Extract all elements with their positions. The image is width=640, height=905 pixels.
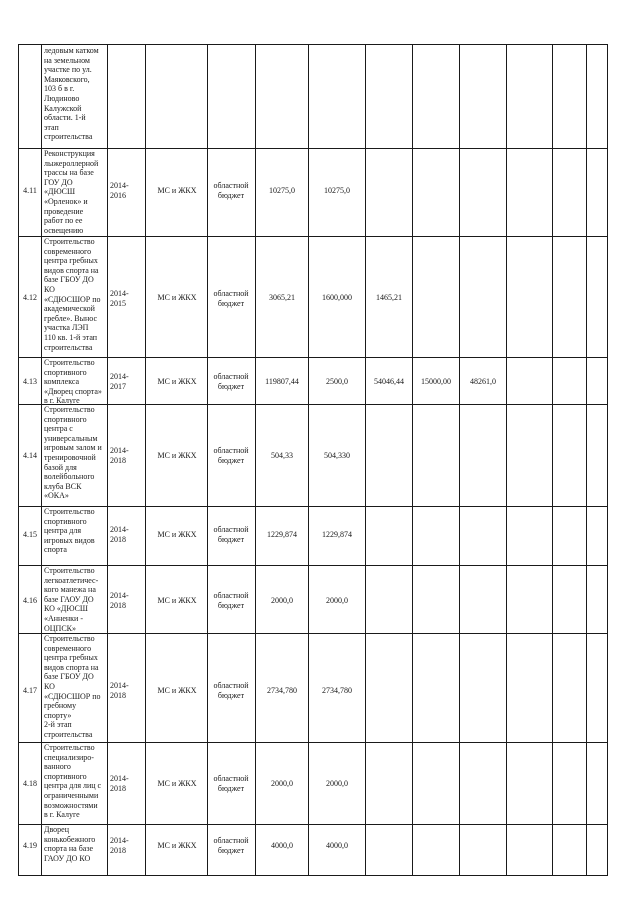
row-description: Строительство спортивного центра для игровых видов спорта	[44, 507, 95, 555]
row-period: 2014- 2016	[110, 181, 129, 200]
row-value-2014: 10275,0	[324, 186, 350, 195]
row-funding-source: областной бюджет	[213, 774, 249, 793]
column-divider	[607, 44, 608, 876]
row-value-total: 119807,44	[265, 377, 299, 386]
row-number: 4.15	[23, 530, 37, 539]
row-period: 2014- 2018	[110, 836, 129, 855]
row-number: 4.14	[23, 451, 37, 460]
row-value-2014: 2500,0	[326, 377, 348, 386]
row-funding-source: областной бюджет	[213, 836, 249, 855]
row-value-total: 1229,874	[267, 530, 297, 539]
row-funding-source: областной бюджет	[213, 446, 249, 465]
row-description: Строительство современного центра гребных видов спорта на базе ГБОУ ДО КО «СДЮСШОР по академической гребле». Вынос участка ЛЭП 110 кв. 1-й этап строительства	[44, 237, 101, 352]
row-value-2014: 4000,0	[326, 841, 348, 850]
row-value-2015: 54046,44	[374, 377, 404, 386]
row-funding-source: областной бюджет	[213, 289, 249, 308]
row-value-2016: 15000,00	[421, 377, 451, 386]
row-value-2014: 2734,780	[322, 686, 352, 695]
row-executor: МС и ЖКХ	[157, 530, 197, 539]
row-number: 4.18	[23, 779, 37, 788]
column-divider	[552, 44, 553, 876]
row-description: Реконструкция лыжероллерной трассы на базе ГОУ ДО «ДЮСШ «Орленок» и проведение работ по ее освещению	[44, 149, 99, 235]
row-number: 4.11	[23, 186, 37, 195]
column-divider	[586, 44, 587, 876]
row-number: 4.12	[23, 293, 37, 302]
row-value-2014: 504,330	[324, 451, 350, 460]
row-value-2017: 48261,0	[470, 377, 496, 386]
row-description: Строительство специализиро- ванного спортивного центра для лиц с ограниченными возможностями в г. Калуге	[44, 743, 102, 820]
row-executor: МС и ЖКХ	[157, 596, 197, 605]
row-period: 2014- 2018	[110, 446, 129, 465]
row-number: 4.19	[23, 841, 37, 850]
row-funding-source: областной бюджет	[213, 681, 249, 700]
column-divider	[459, 44, 460, 876]
column-divider	[365, 44, 366, 876]
row-description: Дворец конькобежного спорта на базе ГАОУ ДО КО	[44, 825, 96, 863]
row-description: Строительство современного центра гребных видов спорта на базе ГБОУ ДО КО «СДЮСШОР по гребному спорту» 2-й этап строительства	[44, 634, 101, 739]
row-period: 2014- 2018	[110, 681, 129, 700]
row-number: 4.17	[23, 686, 37, 695]
column-divider	[107, 44, 108, 876]
row-executor: МС и ЖКХ	[157, 779, 197, 788]
row-executor: МС и ЖКХ	[157, 186, 197, 195]
row-description: Строительство спортивного комплекса «Дворец спорта» в г. Калуге	[44, 358, 102, 406]
row-value-total: 3065,21	[269, 293, 295, 302]
column-divider	[412, 44, 413, 876]
row-executor: МС и ЖКХ	[157, 841, 197, 850]
column-divider	[255, 44, 256, 876]
row-funding-source: областной бюджет	[213, 372, 249, 391]
row-value-total: 2734,780	[267, 686, 297, 695]
row-period: 2014- 2018	[110, 591, 129, 610]
row-executor: МС и ЖКХ	[157, 451, 197, 460]
row-period: 2014- 2015	[110, 289, 129, 308]
column-divider	[308, 44, 309, 876]
row-executor: МС и ЖКХ	[157, 686, 197, 695]
row-executor: МС и ЖКХ	[157, 293, 197, 302]
row-value-2015: 1465,21	[376, 293, 402, 302]
row-funding-source: областной бюджет	[213, 591, 249, 610]
row-period: 2014- 2017	[110, 372, 129, 391]
row-value-total: 504,33	[271, 451, 293, 460]
row-period: 2014- 2018	[110, 525, 129, 544]
column-divider	[506, 44, 507, 876]
column-divider	[145, 44, 146, 876]
row-value-2014: 1229,874	[322, 530, 352, 539]
row-value-2014: 1600,000	[322, 293, 352, 302]
row-executor: МС и ЖКХ	[157, 377, 197, 386]
row-value-2014: 2000,0	[326, 596, 348, 605]
column-divider	[41, 44, 42, 876]
row-description: Строительство легкоатлетичес- кого манежа на базе ГАОУ ДО КО «ДЮСШ «Анненки - ОЦПСК»	[44, 566, 99, 633]
row-period: 2014- 2018	[110, 774, 129, 793]
row-value-total: 2000,0	[271, 779, 293, 788]
row-description: Строительство спортивного центра с универсальным игровым залом и тренировочной базой для волейбольного клуба ВСК «ОКА»	[44, 405, 102, 501]
row-number: 4.16	[23, 596, 37, 605]
row-value-total: 4000,0	[271, 841, 293, 850]
row-funding-source: областной бюджет	[213, 525, 249, 544]
row-number: 4.13	[23, 377, 37, 386]
row-value-2014: 2000,0	[326, 779, 348, 788]
row-description: ледовым катком на земельном участке по ул. Маяковского, 103 б в г. Людиново Калужской области. 1-й этап строительства	[44, 46, 99, 142]
row-value-total: 2000,0	[271, 596, 293, 605]
row-funding-source: областной бюджет	[213, 181, 249, 200]
row-value-total: 10275,0	[269, 186, 295, 195]
